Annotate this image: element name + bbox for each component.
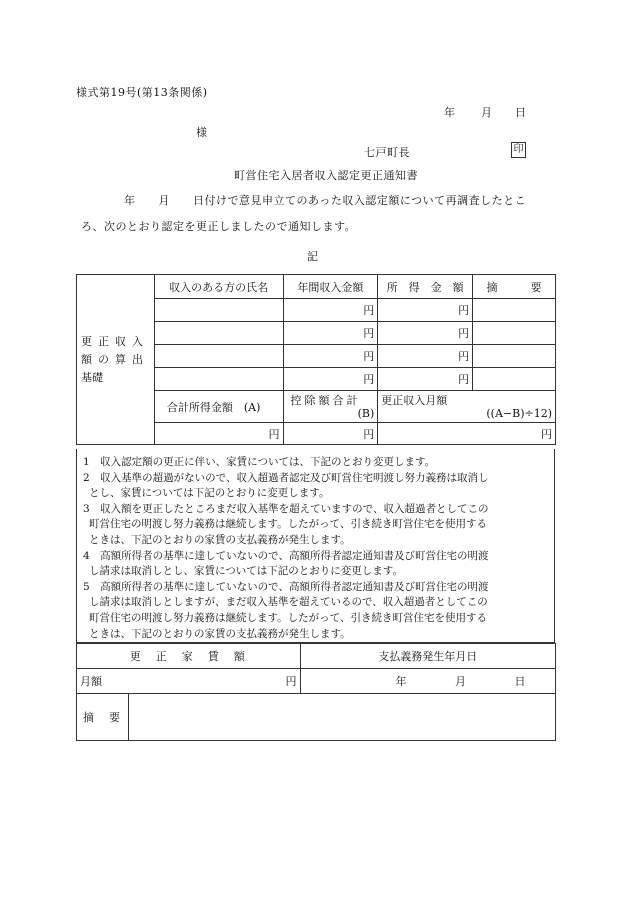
monthly-income-value[interactable]: 円 (378, 423, 556, 445)
income-amount-cell[interactable]: 円 (378, 368, 473, 391)
note-item: とし、家賃については下記のとおりに変更します。 (89, 487, 330, 500)
body-line-1: 年 月 日付けで意見申立てのあった収入認定額について再調査したとこ (124, 194, 527, 207)
recipient-suffix: 様 (196, 126, 207, 139)
header-name: 収入のある方の氏名 (154, 275, 283, 299)
total-income-label: 合計所得金額 (A) (154, 391, 283, 423)
remarks-field[interactable] (128, 694, 555, 741)
side-label (77, 275, 155, 445)
remarks-cell[interactable] (473, 299, 556, 322)
annual-income-cell[interactable]: 円 (283, 299, 378, 322)
date-month-label: 月 (481, 106, 492, 119)
deduction-total-value[interactable]: 円 (283, 423, 378, 445)
body-line-2: ろ、次のとおり認定を更正しましたので通知します。 (81, 220, 357, 233)
deduction-total-label (283, 391, 378, 423)
payment-start-date-cell[interactable] (300, 669, 555, 694)
document-title: 町営住宅入居者収入認定更正通知書 (234, 169, 418, 182)
form-number: 様式第19号(第13条関係) (76, 86, 208, 99)
note-item: し請求は取消しとし、家賃については下記のとおりに変更します。 (89, 565, 403, 578)
deduction-b-text: (B) (357, 406, 375, 420)
revised-rent-header: 更 正 家 賃 額 (77, 644, 301, 669)
note-item: 5 高額所得者の基準に達していないので、高額所得者認定通知書及び町営住宅の明渡 (83, 580, 489, 593)
note-item: ときは、下記のとおりの家賃の支払義務が発生します。 (89, 533, 351, 546)
note-item: 町営住宅の明渡し努力義務は継続します。したがって、引き続き町営住宅を使用する (89, 518, 487, 531)
note-item: し請求は取消しとしますが、まだ収入基準を超えているので、収入超過者としてこの (89, 596, 488, 609)
annual-income-cell[interactable]: 円 (283, 345, 378, 368)
note-item: 4 高額所得者の基準に達していないので、高額所得者認定通知書及び町営住宅の明渡 (83, 549, 489, 562)
note-item: ときは、下記のとおりの家賃の支払義務が発生します。 (89, 627, 351, 640)
yen-label: 円 (285, 675, 297, 688)
seal-mark (511, 142, 526, 158)
deduction-total-text: 控除額合計 (290, 393, 361, 407)
note-item: 3 収入額を更正したところまだ収入基準を超えていますので、収入超過者としてこの (83, 502, 489, 515)
header-annual-income: 年間収入金額 (283, 275, 378, 299)
remarks-cell[interactable] (473, 322, 556, 345)
rent-table (76, 643, 556, 741)
remarks-label: 摘 要 (77, 694, 129, 741)
notes-section (76, 449, 555, 643)
date-year-label: 年 (444, 106, 455, 119)
income-amount-cell[interactable]: 円 (378, 299, 473, 322)
income-amount-cell[interactable]: 円 (378, 345, 473, 368)
monthly-rent-cell[interactable] (77, 669, 301, 694)
name-cell[interactable] (154, 299, 283, 322)
name-cell[interactable] (154, 368, 283, 391)
total-income-value[interactable]: 円 (154, 423, 283, 445)
monthly-income-label (378, 391, 556, 423)
side-label-line-2: 額の算出 (81, 352, 149, 366)
monthly-label: 月額 (80, 675, 102, 688)
annual-income-cell[interactable]: 円 (283, 322, 378, 345)
annual-income-cell[interactable]: 円 (283, 368, 378, 391)
ki-label: 記 (307, 250, 318, 263)
note-item: 町営住宅の明渡し努力義務は継続します。したがって、引き続き町営住宅を使用する (89, 611, 487, 624)
side-label-line-1: 更正収入 (81, 334, 149, 348)
income-amount-cell[interactable]: 円 (378, 322, 473, 345)
day-label: 日 (514, 675, 526, 688)
header-income-amount: 所 得 金 額 (378, 275, 473, 299)
remarks-cell[interactable] (473, 345, 556, 368)
issuer-name: 七戸町長 (364, 146, 410, 159)
formula-text: ((A−B)÷12) (486, 406, 552, 420)
year-label: 年 (395, 675, 407, 688)
income-basis-table (76, 274, 556, 445)
payment-start-header: 支払義務発生年月日 (300, 644, 555, 669)
seal-icon: 印 (511, 142, 526, 158)
date-day-label: 日 (515, 106, 526, 119)
side-label-line-3: 基礎 (81, 370, 103, 384)
name-cell[interactable] (154, 322, 283, 345)
monthly-income-text: 更正収入月額 (381, 393, 448, 407)
header-remarks: 摘 要 (473, 275, 556, 299)
remarks-cell[interactable] (473, 368, 556, 391)
note-item: 2 収入基準の超過がないので、収入超過者認定及び町営住宅明渡し努力義務は取消し (83, 471, 489, 484)
name-cell[interactable] (154, 345, 283, 368)
month-label: 月 (455, 675, 467, 688)
note-item: 1 収入認定額の更正に伴い、家賃については、下記のとおり変更します。 (83, 456, 436, 468)
